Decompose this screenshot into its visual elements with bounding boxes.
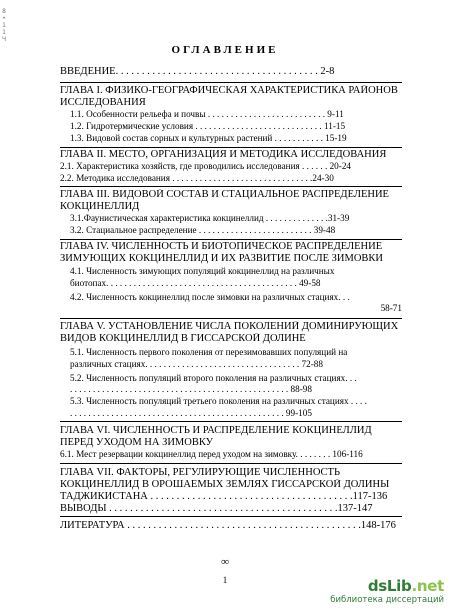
divider (60, 82, 402, 83)
divider (60, 318, 402, 319)
chapter-6-title-cont: ПЕРЕД УХОДОМ НА ЗИМОВКУ (60, 437, 214, 448)
toc-entry-5-2-cont: . . . . . . . . . . . . . . . . . . . . . . . . . . . . . . . . . . . . . . . . . . . . . . . . 88-98 (70, 384, 312, 394)
toc-entry-4-2-page: 58-71 (380, 303, 402, 313)
toc-entry-4-1: 4.1. Численность зимующих популяций кокцинеллид на различных (70, 266, 335, 276)
chapter-4-title-cont: ЗИМУЮЩИХ КОКЦИНЕЛЛИД И ИХ РАЗВИТИЕ ПОСЛЕ ЗИМОВКИ (60, 253, 383, 264)
divider (60, 463, 402, 464)
divider (60, 421, 402, 422)
toc-entry-2-2: 2.2. Методика исследования . . . . . . . . . . . . . . . . . . . . . . . . . . . . . . .24-30 (60, 173, 334, 183)
chapter-1-title: ГЛАВА I. ФИЗИКО-ГЕОГРАФИЧЕСКАЯ ХАРАКТЕРИСТИКА РАЙОНОВ (60, 85, 398, 96)
chapter-3-title: ГЛАВА III. ВИДОВОЙ СОСТАВ И СТАЦИАЛЬНОЕ РАСПРЕДЕЛЕНИЕ (60, 189, 389, 200)
toc-entry-1-2: 1.2. Гидротермические условия . . . . . . . . . . . . . . . . . . . . . . . . . . . . 11-15 (70, 121, 346, 131)
toc-entry-5-1-cont: различных стациях. . . . . . . . . . . . . . . . . . . . . . . . . . . . . . . . . . 72-88 (70, 359, 323, 369)
toc-entry-5-3: 5.3. Численность популяций третьего поколения на различных стациях . . . . (70, 396, 367, 406)
divider (60, 147, 402, 148)
chapter-7-title-cont-2: ТАДЖИКИСТАНА . . . . . . . . . . . . . . . . . . . . . . . . . . . . . . . . . . . . . . .117-136 (60, 491, 388, 502)
decorative-flourish-icon: ∞ (221, 556, 229, 568)
chapter-4-title: ГЛАВА IV. ЧИСЛЕННОСТЬ И БИОТОПИЧЕСКОЕ РАСПРЕДЕЛЕНИЕ (60, 241, 383, 252)
toc-entry-6-1: 6.1. Мест резервации кокцинеллид перед уходом на зимовку. . . . . . . . 106-116 (60, 449, 363, 459)
chapter-5-title-cont: ВИДОВ КОКЦИНЕЛЛИД В ГИССАРСКОЙ ДОЛИНЕ (60, 333, 306, 344)
toc-entry-4-1-cont: биотопах. . . . . . . . . . . . . . . . . . . . . . . . . . . . . . . . . . . . . . . . . . 49-58 (70, 278, 321, 288)
divider (60, 186, 402, 187)
toc-entry-5-1: 5.1. Численность первого поколения от перезимовавших популяций на (70, 347, 348, 357)
toc-entry-5-3-cont: . . . . . . . . . . . . . . . . . . . . . . . . . . . . . . . . . . . . . . . . . . . . . . . 99-105 (70, 408, 312, 418)
chapter-1-title-cont: ИССЛЕДОВАНИЯ (60, 97, 146, 108)
chapter-5-title: ГЛАВА V. УСТАНОВЛЕНИЕ ЧИСЛА ПОКОЛЕНИЙ ДОМИНИРУЮЩИХ (60, 321, 399, 332)
toc-entry-2-1: 2.1. Характеристика хозяйств, где проводились исследования . . . . . . 20-24 (60, 161, 352, 171)
divider (60, 239, 402, 240)
chapter-7-title: ГЛАВА VII. ФАКТОРЫ, РЕГУЛИРУЮЩИЕ ЧИСЛЕННОСТЬ (60, 467, 340, 478)
watermark-logo-suffix: .net (411, 577, 444, 595)
toc-literature: ЛИТЕРАТУРА . . . . . . . . . . . . . . . . . . . . . . . . . . . . . . . . . . . . . . . . . . . . .148-176 (60, 520, 396, 531)
watermark (330, 577, 444, 607)
watermark-logo[interactable] (368, 577, 444, 595)
watermark-logo-main: dsLib (367, 577, 412, 595)
margin-mark: 8 • 1 1 Ч (1, 8, 7, 43)
toc-entry-5-2: 5.2. Численность популяций второго поколения на различных стациях. . . (70, 373, 357, 383)
watermark-subtitle: библиотека диссертаций (330, 595, 444, 605)
toc-intro: ВВЕДЕНИЕ. . . . . . . . . . . . . . . . . . . . . . . . . . . . . . . . . . . . . . . 2-8 (60, 66, 335, 77)
chapter-6-title: ГЛАВА VI. ЧИСЛЕННОСТЬ И РАСПРЕДЕЛЕНИЕ КОКЦИНЕЛЛИД (60, 425, 372, 436)
chapter-2-title: ГЛАВА II. МЕСТО, ОРГАНИЗАЦИЯ И МЕТОДИКА ИССЛЕДОВАНИЯ (60, 149, 387, 160)
page-title: ОГЛАВЛЕНИЕ (171, 44, 279, 56)
chapter-7-title-cont: КОКЦИНЕЛЛИД В ОРОШАЕМЫХ ЗЕМЛЯХ ГИССАРСКОЙ ДОЛИНЫ (60, 479, 390, 490)
chapter-3-title-cont: КОКЦИНЕЛЛИД (60, 201, 140, 212)
toc-entry-4-2: 4.2. Численность кокцинеллид после зимовки на различных стациях. . . (70, 292, 350, 302)
toc-conclusions: ВЫВОДЫ . . . . . . . . . . . . . . . . . . . . . . . . . . . . . . . . . . . . . . . . . . . .137-147 (60, 503, 373, 514)
toc-entry-1-3: 1.3. Видовой состав сорных и культурных растений . . . . . . . . . . . 15-19 (70, 133, 347, 143)
toc-entry-3-2: 3.2. Стациальное распределение . . . . . . . . . . . . . . . . . . . . . . . . . 39-48 (70, 225, 336, 235)
divider (60, 516, 402, 517)
toc-entry-3-1: 3.1.Фаунистическая характеристика кокцинеллид . . . . . . . . . . . . . .31-39 (70, 213, 350, 223)
page-number: 1 (222, 575, 228, 585)
toc-entry-1-1: 1.1. Особенности рельефа и почвы . . . . . . . . . . . . . . . . . . . . . . . . . . 9-11 (70, 109, 344, 119)
